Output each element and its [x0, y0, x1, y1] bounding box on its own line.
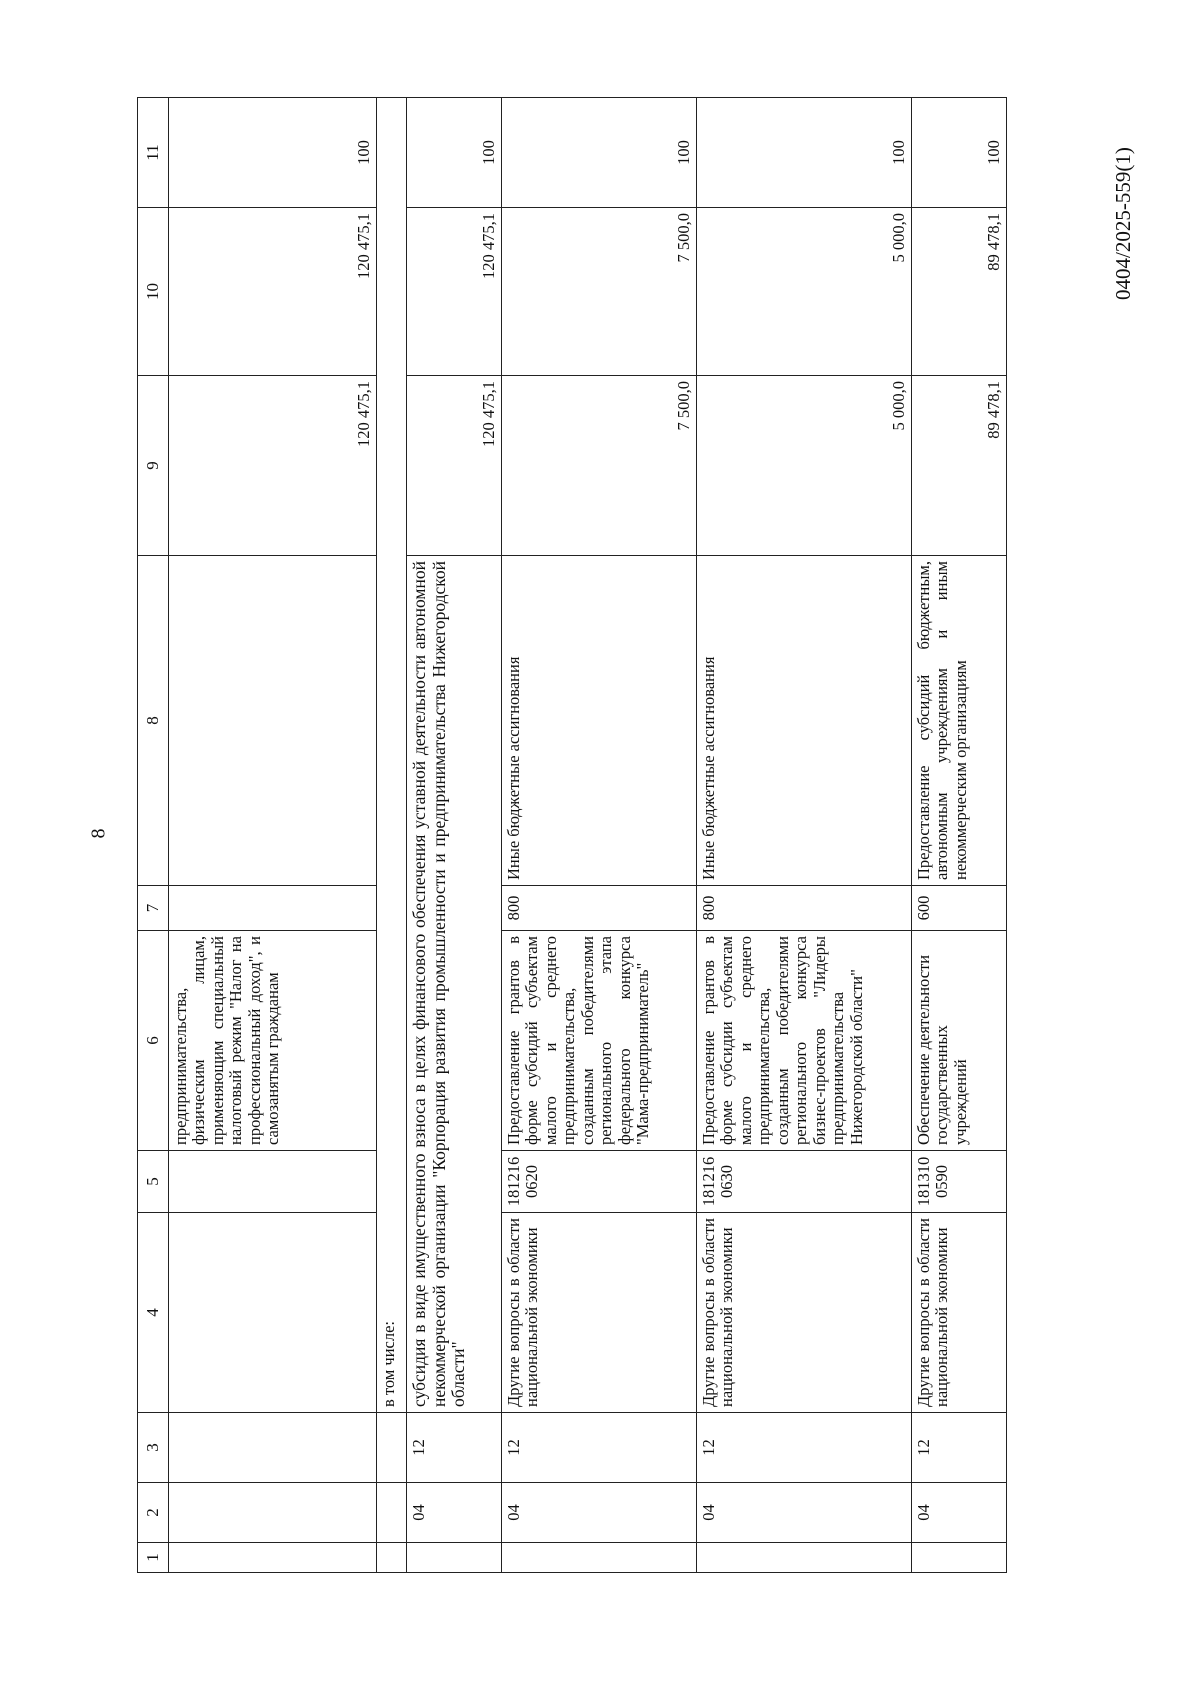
- cell-c10: 89 478,1: [912, 208, 1007, 376]
- cell-c7: [169, 886, 377, 931]
- cell-c4: Другие вопросы в области национальной экономики: [502, 1213, 697, 1413]
- cell-c9: 120 475,1: [407, 376, 502, 556]
- table-row: [697, 98, 912, 1573]
- cell-c4: [169, 1213, 377, 1413]
- cell-c4: Другие вопросы в области национальной экономики: [912, 1213, 1007, 1413]
- budget-table-rotated: [137, 98, 1062, 1573]
- cell-c3: 12: [912, 1413, 1007, 1483]
- cell-c1: [697, 1543, 912, 1573]
- col-header-11: 11: [138, 98, 169, 208]
- table-row: [169, 98, 377, 1573]
- cell-c9: 5 000,0: [697, 376, 912, 556]
- cell-c1: [407, 1543, 502, 1573]
- cell-c2: 04: [407, 1483, 502, 1543]
- cell-c2: 04: [697, 1483, 912, 1543]
- cell-c3: 12: [697, 1413, 912, 1483]
- cell-c9: 120 475,1: [169, 376, 377, 556]
- cell-c8: Предоставление субсидий бюджетным, автономным учреждениям и иным некоммерческим организациям: [912, 556, 1007, 886]
- cell-c10: 120 475,1: [169, 208, 377, 376]
- header-row: [138, 98, 169, 1573]
- table-row: [502, 98, 697, 1573]
- col-header-2: 2: [138, 1483, 169, 1543]
- cell-c8: [169, 556, 377, 886]
- col-header-7: 7: [138, 886, 169, 931]
- cell-c6: предпринимательства, физическим лицам, применяющим специальный налоговый режим "Налог на профессиональный доход", и самозанятым гражданам: [169, 931, 377, 1151]
- cell-c5: [169, 1151, 377, 1213]
- cell-c9: 7 500,0: [502, 376, 697, 556]
- cell-c2: [169, 1483, 377, 1543]
- cell-empty: [377, 1413, 407, 1483]
- col-header-9: 9: [138, 376, 169, 556]
- cell-c4: Другие вопросы в области национальной экономики: [697, 1213, 912, 1413]
- cell-c2: 04: [912, 1483, 1007, 1543]
- filler: [1007, 98, 1063, 1573]
- cell-c11: 100: [502, 98, 697, 208]
- table-row-subheading: [377, 98, 407, 1573]
- cell-c5: 181216 0630: [697, 1151, 912, 1213]
- cell-c6: Предоставление грантов в форме субсидии субъектам малого и среднего предпринимательства, созданным победителями регионального конкурса бизнес-проектов "Лидеры предпринимательства Нижегородской области": [697, 931, 912, 1151]
- subheading-label: в том числе:: [377, 98, 407, 1413]
- col-header-4: 4: [138, 1213, 169, 1413]
- document-code-wrap: [1108, 70, 1138, 300]
- cell-c6: Предоставление грантов в форме субсидий субъектам малого и среднего предпринимательства, созданным победителями регионального этапа федерального конкурса "Мама-предприниматель": [502, 931, 697, 1151]
- cell-c7: 600: [912, 886, 1007, 931]
- col-header-1: 1: [138, 1543, 169, 1573]
- cell-c3: 12: [407, 1413, 502, 1483]
- cell-c11: 100: [169, 98, 377, 208]
- document-code: 0404/2025-559(1): [1111, 147, 1135, 300]
- col-header-6: 6: [138, 931, 169, 1151]
- cell-c7: 800: [502, 886, 697, 931]
- cell-c3: [169, 1413, 377, 1483]
- cell-c3: 12: [502, 1413, 697, 1483]
- cell-c1: [502, 1543, 697, 1573]
- page-number: 8: [87, 828, 110, 839]
- cell-c1: [169, 1543, 377, 1573]
- cell-c5: 181216 0620: [502, 1151, 697, 1213]
- cell-c10: 7 500,0: [502, 208, 697, 376]
- cell-c6: Обеспечение деятельности государственных учреждений: [912, 931, 1007, 1151]
- cell-c8: Иные бюджетные ассигнования: [502, 556, 697, 886]
- col-header-3: 3: [138, 1413, 169, 1483]
- table-row: [912, 98, 1007, 1573]
- cell-empty: [377, 1483, 407, 1543]
- col-header-10: 10: [138, 208, 169, 376]
- cell-c1: [912, 1543, 1007, 1573]
- cell-c10: 120 475,1: [407, 208, 502, 376]
- cell-span-text: субсидия в виде имущественного взноса в целях финансового обеспечения уставной деятельности автономной некоммерческой организации "Корпорация развития промышленности и предпринимательства Нижегородской области": [407, 556, 502, 1413]
- cell-c5: 181310 0590: [912, 1151, 1007, 1213]
- cell-c11: 100: [912, 98, 1007, 208]
- cell-c2: 04: [502, 1483, 697, 1543]
- table-row-filler: [1007, 98, 1063, 1573]
- cell-empty: [377, 1543, 407, 1573]
- col-header-5: 5: [138, 1151, 169, 1213]
- cell-c11: 100: [407, 98, 502, 208]
- cell-c7: 800: [697, 886, 912, 931]
- col-header-8: 8: [138, 556, 169, 886]
- cell-c9: 89 478,1: [912, 376, 1007, 556]
- table-row: [407, 98, 502, 1573]
- cell-c11: 100: [697, 98, 912, 208]
- cell-c8: Иные бюджетные ассигнования: [697, 556, 912, 886]
- cell-c10: 5 000,0: [697, 208, 912, 376]
- budget-table: [137, 97, 1062, 1573]
